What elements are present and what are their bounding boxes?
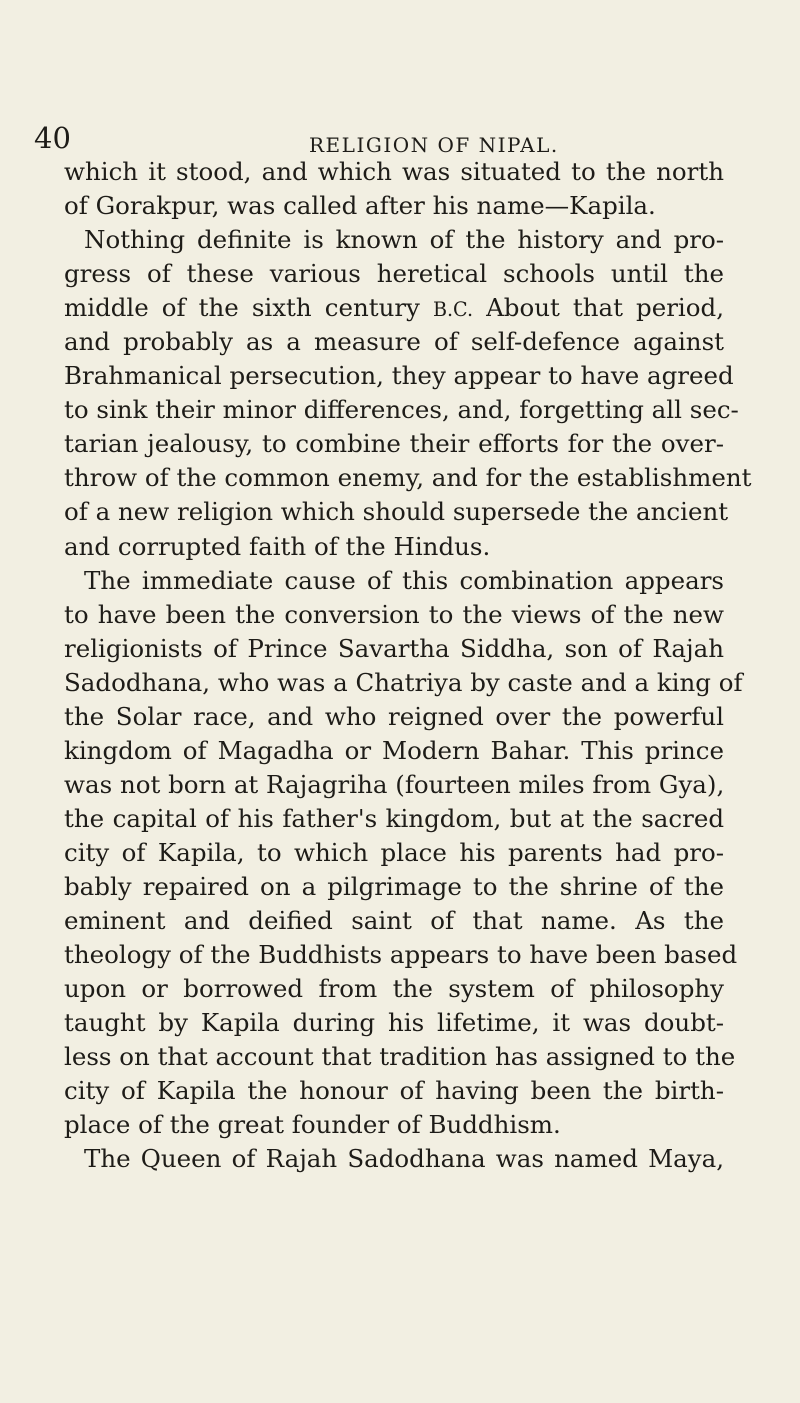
text-line: Brahmanical persecution, they appear to have agreed [64, 361, 734, 391]
text-line: gress of these various heretical schools until the [64, 259, 724, 289]
text-line: religionists of Prince Savartha Siddha, son of Rajah [64, 633, 724, 663]
text-line: of a new religion which should supersede the ancient [64, 497, 729, 527]
text-line: The immediate cause of this combination appears [84, 565, 724, 595]
text-block [64, 155, 752, 1176]
text-line: tarian jealousy, to combine their efforts for the over- [64, 429, 724, 459]
text-line: Nothing definite is known of the history and pro- [84, 225, 724, 255]
text-line: city of Kapila the honour of having been the birth- [64, 1076, 724, 1106]
text-line: middle of the sixth century B.C. About that period, [64, 293, 724, 323]
running-head: RELIGION OF NIPAL. [309, 133, 559, 157]
text-line: The Queen of Rajah Sadodhana was named Maya, [84, 1144, 724, 1174]
page-number: 40 [34, 121, 71, 155]
text-line: of Gorakpur, was called after his name—Kapila. [64, 191, 656, 221]
text-line: Sadodhana, who was a Chatriya by caste and a king of [64, 667, 743, 697]
text-line: the capital of his father's kingdom, but at the sacred [64, 803, 724, 833]
text-line: to sink their minor differences, and, forgetting all sec- [64, 395, 739, 425]
text-line: upon or borrowed from the system of philosophy [64, 974, 724, 1004]
text-line: which it stood, and which was situated to the north [64, 157, 724, 186]
text-line: bably repaired on a pilgrimage to the shrine of the [64, 871, 724, 901]
text-line: less on that account that tradition has assigned to the [64, 1042, 736, 1072]
text-line: city of Kapila, to which place his parents had pro- [64, 837, 724, 867]
text-line: taught by Kapila during his lifetime, it was doubt- [64, 1008, 724, 1038]
text-line: theology of the Buddhists appears to have been based [64, 940, 738, 970]
text-line: throw of the common enemy, and for the establishment [64, 463, 752, 493]
text-line: and corrupted faith of the Hindus. [64, 531, 491, 561]
text-line: and probably as a measure of self-defence against [64, 327, 724, 357]
text-line: to have been the conversion to the views of the new [64, 599, 724, 629]
text-line: kingdom of Magadha or Modern Bahar. This prince [64, 735, 724, 765]
text-line: eminent and deified saint of that name. As the [64, 906, 724, 936]
text-line: the Solar race, and who reigned over the powerful [64, 701, 724, 731]
text-line: place of the great founder of Buddhism. [64, 1110, 561, 1140]
text-line: was not born at Rajagriha (fourteen miles from Gya), [64, 769, 725, 799]
